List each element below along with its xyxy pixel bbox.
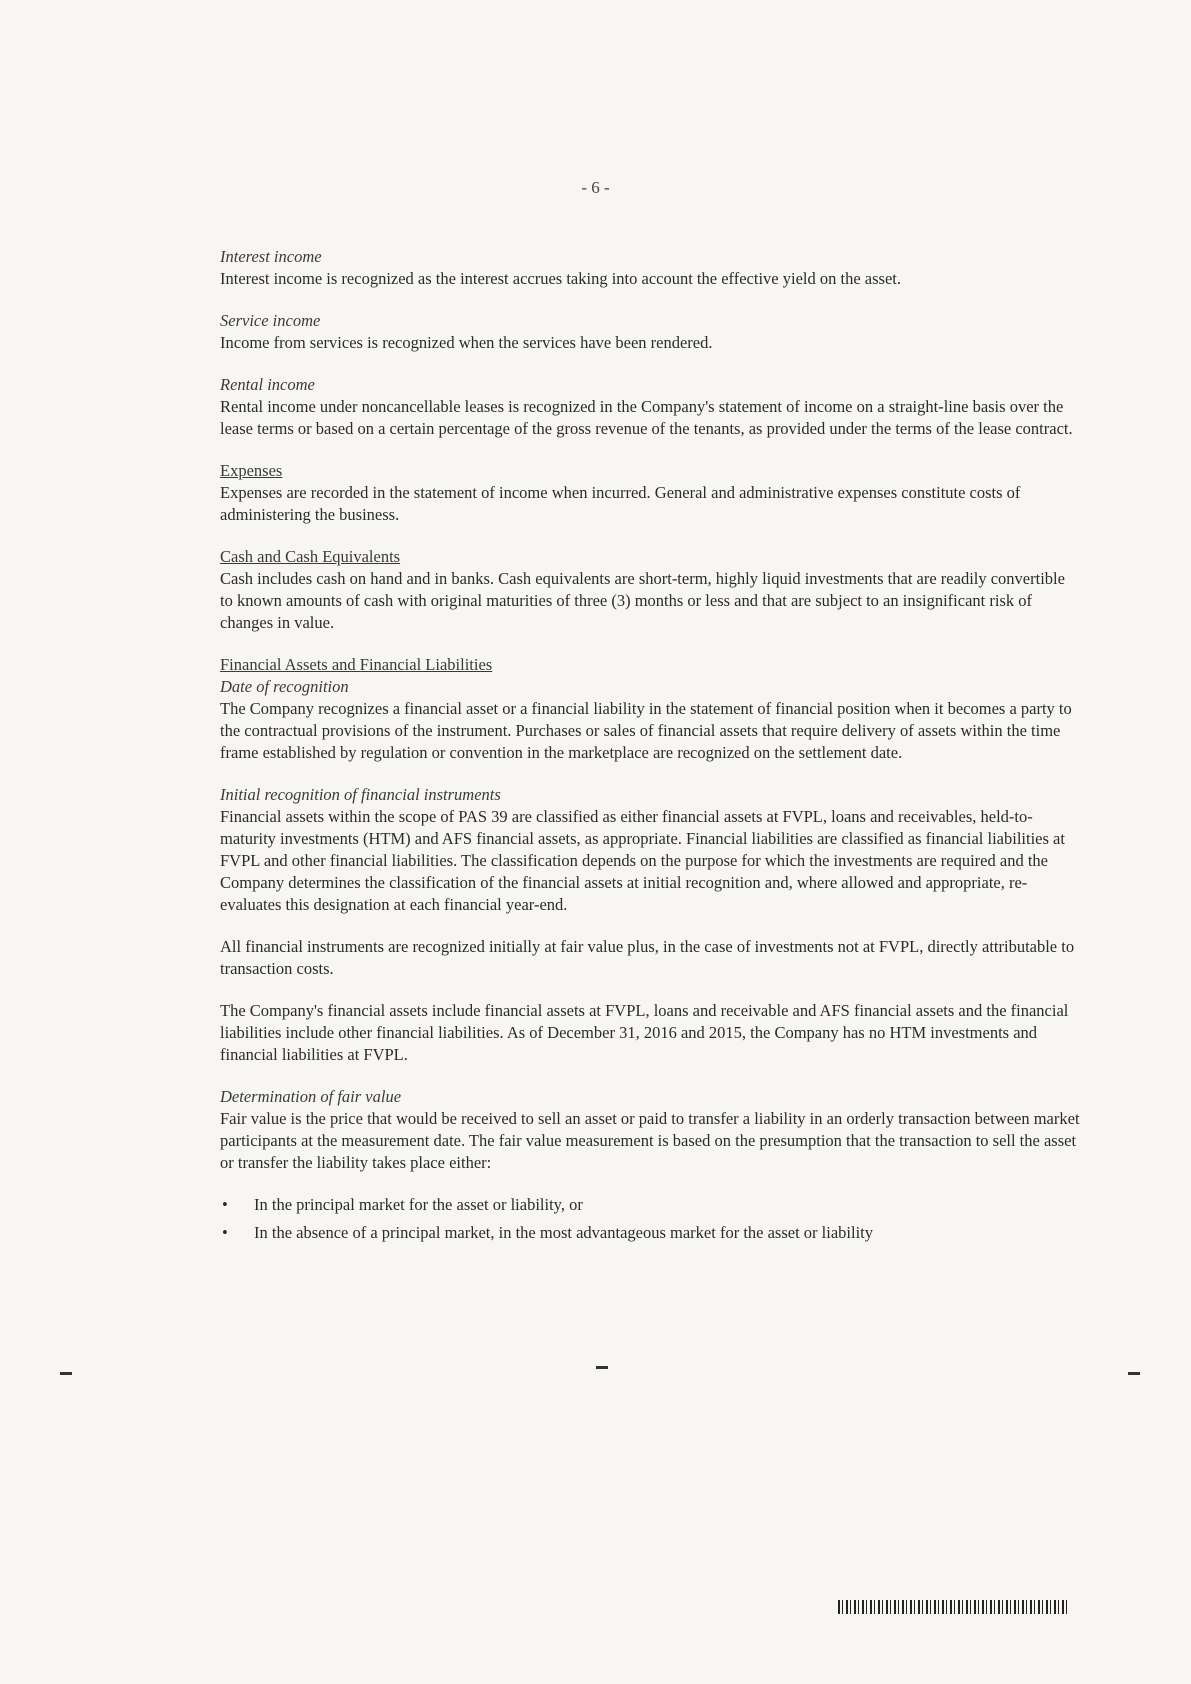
section-interest-income	[220, 246, 1080, 290]
section-service-income	[220, 310, 1080, 354]
text-expenses: Expenses are recorded in the statement of income when incurred. General and administrative expenses constitute costs of administering the business.	[220, 483, 1021, 524]
punch-mark-center	[596, 1366, 608, 1369]
heading-expenses: Expenses	[220, 461, 283, 480]
bullet-icon: •	[222, 1223, 228, 1242]
heading-service-income: Service income	[220, 311, 321, 330]
heading-initial-recognition: Initial recognition of financial instruments	[220, 785, 501, 804]
document-body	[220, 246, 1080, 1250]
section-rental-income	[220, 374, 1080, 440]
bullet-text: In the absence of a principal market, in the most advantageous market for the asset or liability	[254, 1223, 873, 1242]
punch-mark-left	[60, 1372, 72, 1375]
text-initial-recognition-1: Financial assets within the scope of PAS 39 are classified as either financial assets at FVPL, loans and receivables, held-to-maturity investments (HTM) and AFS financial assets, as appropriate. Financial liabilities are classified as financial liabilities at FVPL and other financial liabilities. The classification depends on the purpose for which the investments are required and the Company determines the classification of the financial assets at initial recognition and, where allowed and appropriate, re-evaluates this designation at each financial year-end.	[220, 807, 1065, 914]
heading-cash-equivalents: Cash and Cash Equivalents	[220, 547, 401, 566]
list-item	[220, 1222, 1080, 1244]
text-service-income: Income from services is recognized when the services have been rendered.	[220, 333, 713, 352]
section-cash-equivalents	[220, 546, 1080, 634]
text-date-of-recognition: The Company recognizes a financial asset or a financial liability in the statement of financial position when it becomes a party to the contractual provisions of the instrument. Purchases or sales of financial assets that require delivery of assets within the time frame established by regulation or convention in the marketplace are recognized on the settlement date.	[220, 699, 1072, 762]
section-financial-assets	[220, 654, 1080, 1244]
text-initial-recognition-3: The Company's financial assets include financial assets at FVPL, loans and receivable and AFS financial assets and the financial liabilities include other financial liabilities. As of December 31, 2016 and 2015, the Company has no HTM investments and financial liabilities at FVPL.	[220, 1001, 1069, 1064]
bullet-list	[220, 1194, 1080, 1244]
text-interest-income: Interest income is recognized as the interest accrues taking into account the effective yield on the asset.	[220, 269, 901, 288]
section-expenses	[220, 460, 1080, 526]
heading-interest-income: Interest income	[220, 247, 322, 266]
bullet-text: In the principal market for the asset or liability, or	[254, 1195, 583, 1214]
heading-fair-value: Determination of fair value	[220, 1087, 402, 1106]
text-initial-recognition-2: All financial instruments are recognized initially at fair value plus, in the case of investments not at FVPL, directly attributable to transaction costs.	[220, 937, 1075, 978]
list-item	[220, 1194, 1080, 1216]
heading-date-of-recognition: Date of recognition	[220, 677, 349, 696]
bullet-icon: •	[222, 1195, 228, 1214]
heading-financial-assets: Financial Assets and Financial Liabilities	[220, 655, 493, 674]
text-fair-value: Fair value is the price that would be received to sell an asset or paid to transfer a liability in an orderly transaction between market participants at the measurement date. The fair value measurement is based on the presumption that the transaction to sell the asset or transfer the liability takes place either:	[220, 1109, 1080, 1172]
page-number: - 6 -	[581, 178, 610, 197]
text-cash-equivalents: Cash includes cash on hand and in banks. Cash equivalents are short-term, highly liquid investments that are readily convertible to known amounts of cash with original maturities of three (3) months or less and that are subject to an insignificant risk of changes in value.	[220, 569, 1065, 632]
heading-rental-income: Rental income	[220, 375, 315, 394]
barcode-icon	[838, 1600, 1070, 1614]
text-rental-income: Rental income under noncancellable leases is recognized in the Company's statement of income on a straight-line basis over the lease terms or based on a certain percentage of the gross revenue of the tenants, as provided under the terms of the lease contract.	[220, 397, 1073, 438]
punch-mark-right	[1128, 1372, 1140, 1375]
